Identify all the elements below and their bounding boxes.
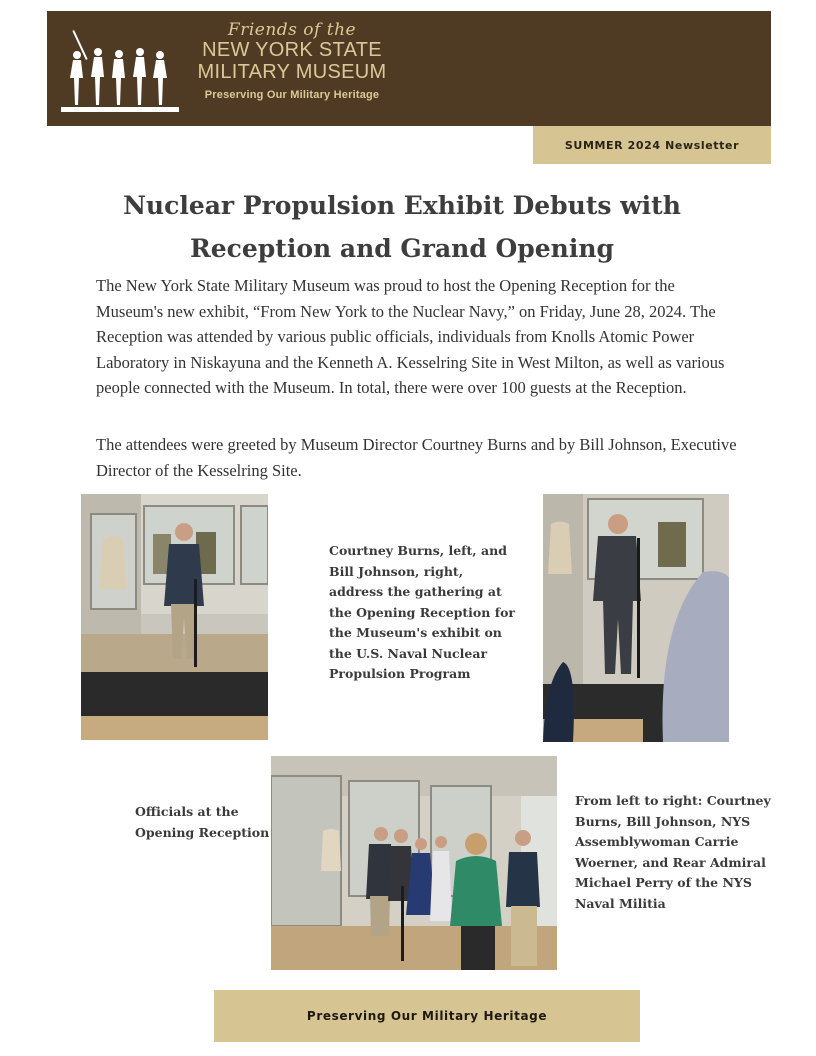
photo-bill-johnson bbox=[543, 494, 729, 742]
newsletter-issue-label: SUMMER 2024 Newsletter bbox=[533, 126, 771, 164]
caption-group-names: From left to right: Courtney Burns, Bill Johnson, NYS Assemblywoman Carrie Woerner, and Rear Admiral Michael Perry of the NYS Naval Militia bbox=[575, 793, 771, 911]
logo-line-1: NEW YORK STATE bbox=[202, 39, 382, 61]
photo-officials-group bbox=[271, 756, 557, 970]
logo-wordmark bbox=[197, 21, 387, 101]
article-headline: Nuclear Propulsion Exhibit Debuts with Reception and Grand Opening bbox=[123, 191, 681, 263]
logo-friends-text: Friends of the bbox=[227, 20, 357, 40]
logo-tagline: Preserving Our Military Heritage bbox=[204, 89, 380, 101]
logo-line-2: MILITARY MUSEUM bbox=[197, 61, 387, 83]
header-banner bbox=[47, 11, 771, 126]
caption-officials: Officials at the Opening Reception bbox=[135, 804, 270, 840]
caption-speakers: Courtney Burns, left, and Bill Johnson, right, address the gathering at the Opening Reception for the Museum's exhibit on the U.S. Naval Nuclear Propulsion Program bbox=[329, 543, 516, 681]
photo-courtney-burns bbox=[81, 494, 268, 740]
article-paragraph-1: The New York State Military Museum was proud to host the Opening Reception for the Museum's new exhibit, “From New York to the Nuclear Navy,” on Friday, June 28, 2024. The Reception was attended by various public officials, individuals from Knolls Atomic Power Laboratory in Niskayuna and the Kenneth A. Kesselring Site in West Milton, as well as various people connected with the Museum. In total, there were over 100 guests at the Reception. bbox=[96, 276, 725, 397]
footer-tagline: Preserving Our Military Heritage bbox=[214, 990, 640, 1042]
soldiers-silhouette-logo bbox=[59, 25, 181, 113]
article-paragraph-2: The attendees were greeted by Museum Director Courtney Burns and by Bill Johnson, Executive Director of the Kesselring Site. bbox=[96, 435, 737, 480]
